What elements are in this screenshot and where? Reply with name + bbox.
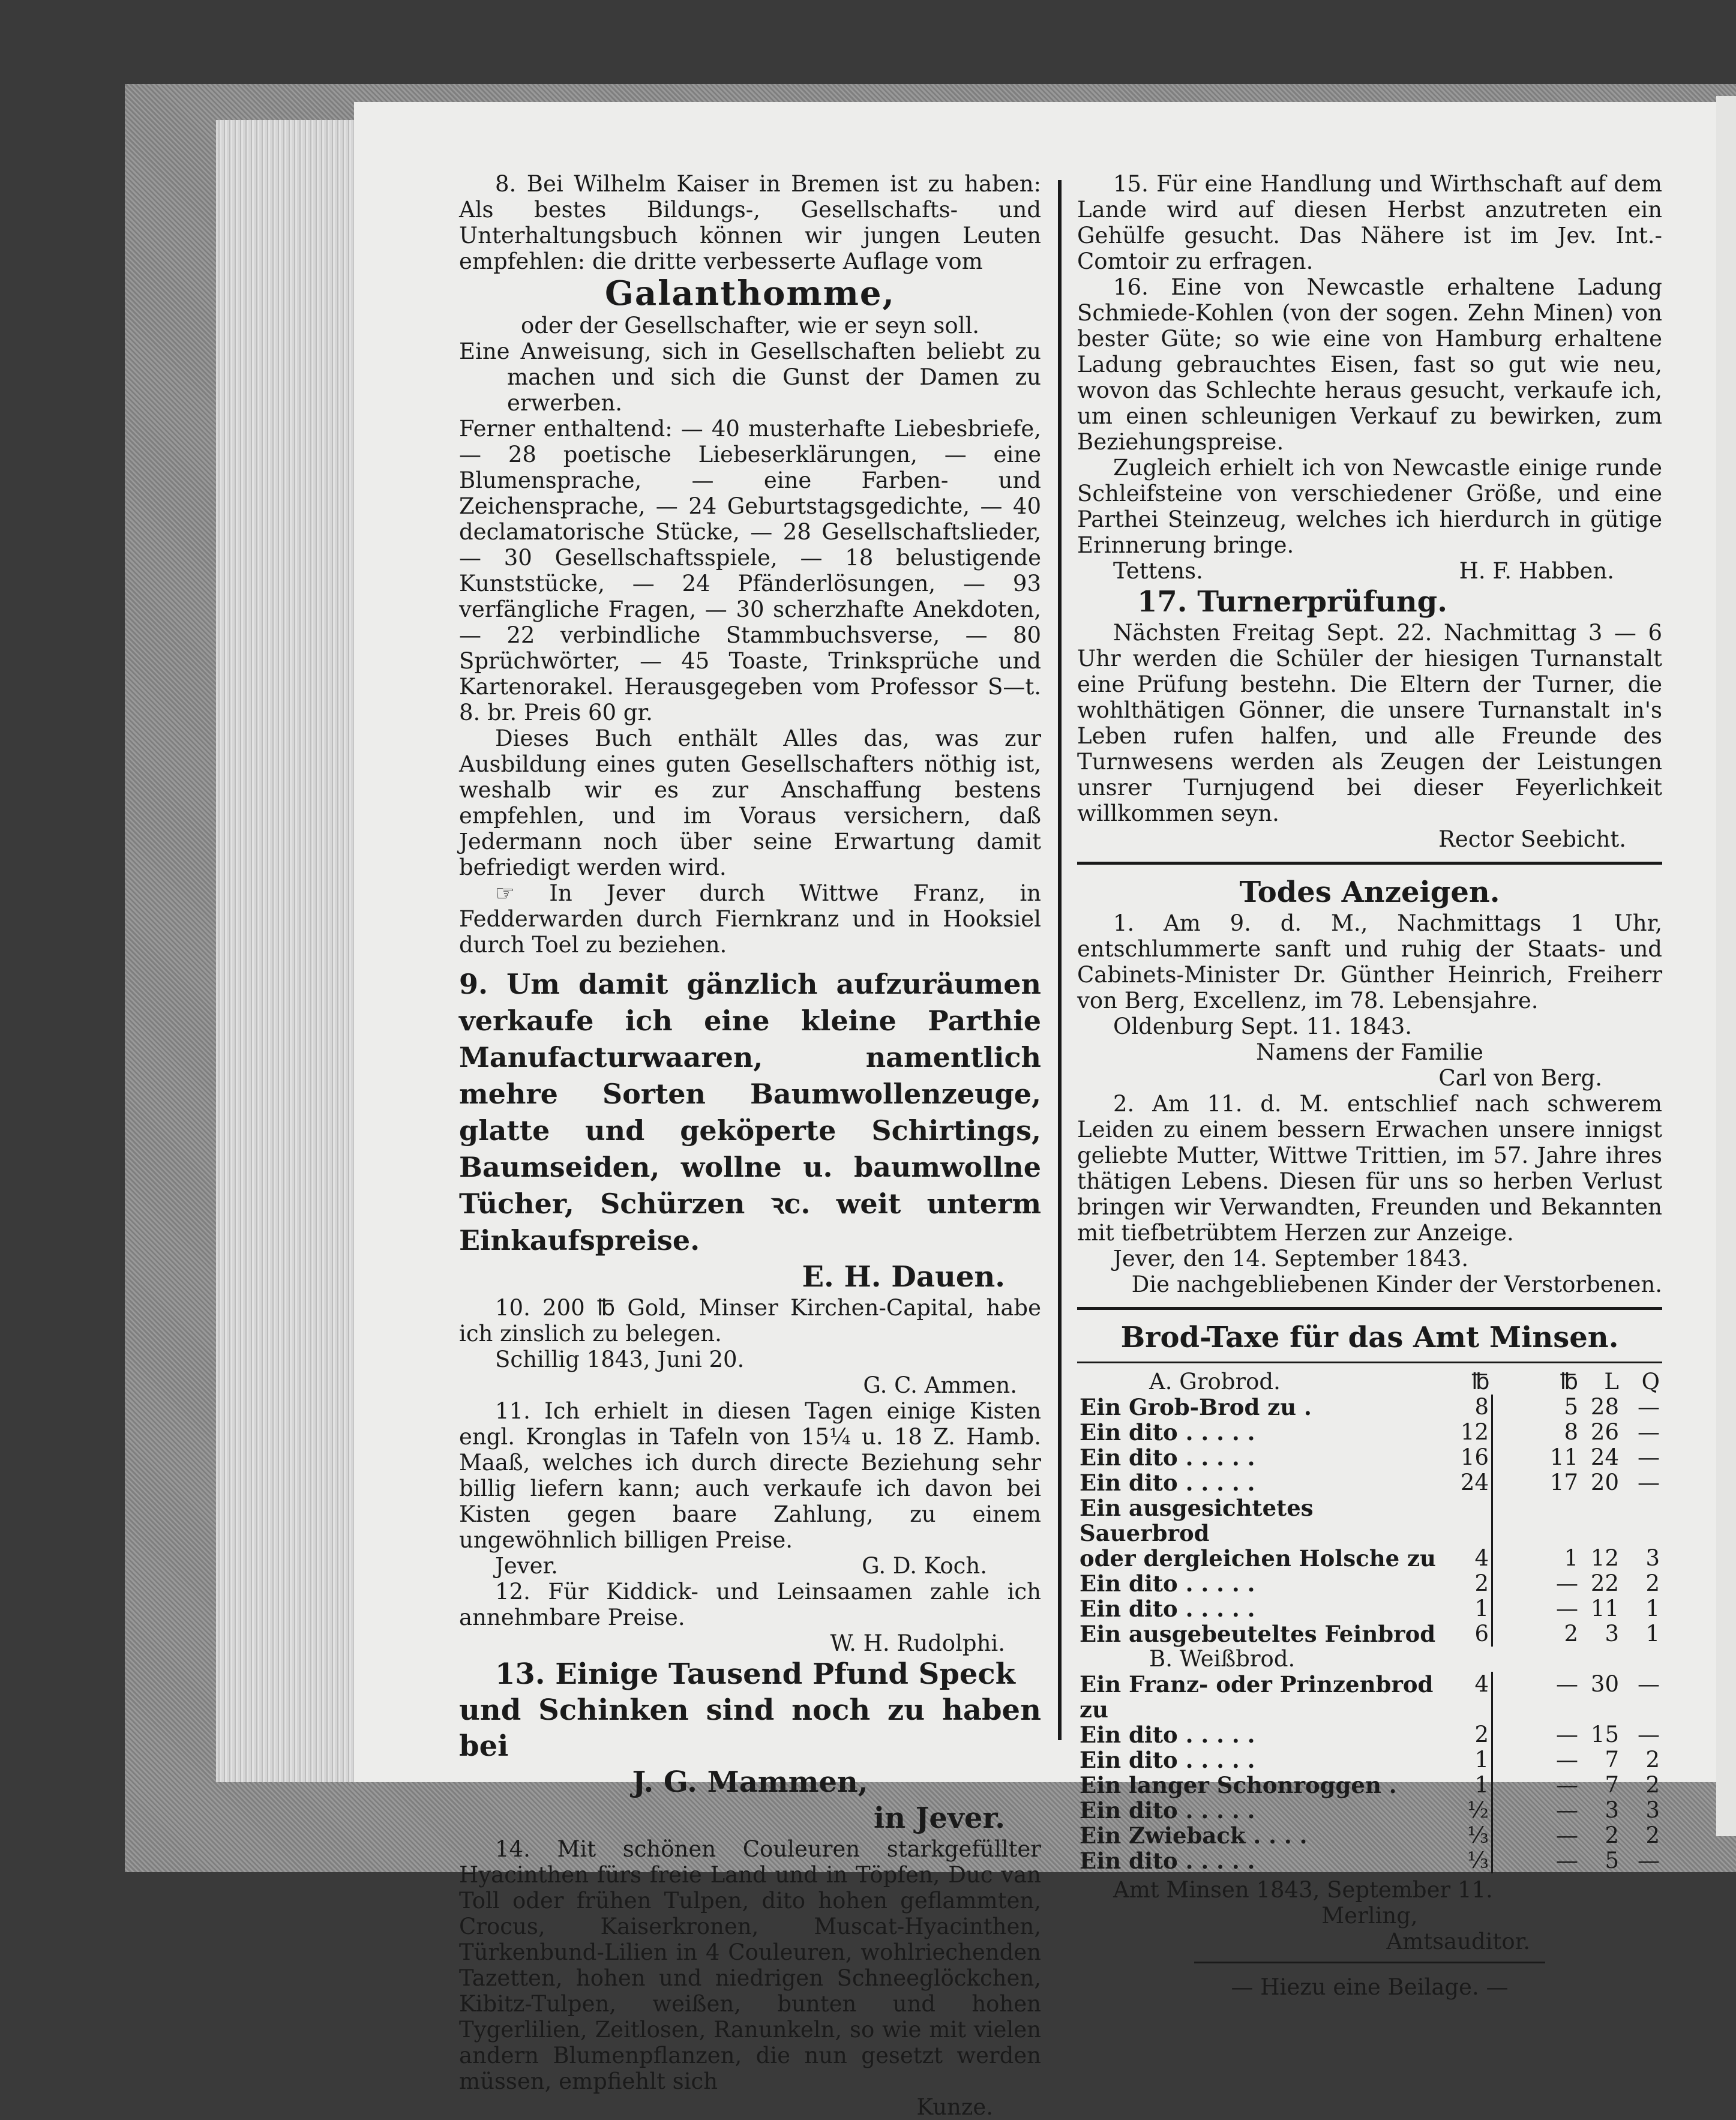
bread-label: Ein Franz- oder Prinzenbrod zu xyxy=(1080,1671,1434,1723)
bread-tax-end-rule xyxy=(1194,1962,1545,1963)
bread-label: Ein dito . . . . . xyxy=(1080,1797,1255,1824)
bread-price: 2 xyxy=(1474,1722,1489,1747)
bread-weight-loth: 3 xyxy=(1605,1797,1619,1823)
ad-12-text: 12. Für Kiddick- und Leinsaamen zahle ich annehmbare Preise. xyxy=(459,1579,1041,1630)
bread-tax-row xyxy=(1077,1546,1662,1571)
bread-weight-quentin: 2 xyxy=(1645,1747,1660,1773)
death-notice-1-signature-line-2: Carl von Berg. xyxy=(1438,1065,1602,1091)
bread-weight-col-1 xyxy=(1492,1621,1540,1647)
ad-16-addendum: Zugleich erhielt ich von Newcastle einige runde Schleifsteine von verschiedener Größe, und eine Parthei Steinzeug, welches ich hierdurch in gütige Erinnerung bringe. xyxy=(1077,455,1662,558)
bread-price: ½ xyxy=(1467,1797,1489,1823)
bread-weight-loth: 2 xyxy=(1605,1822,1619,1848)
bread-price: ⅓ xyxy=(1467,1848,1489,1873)
bread-label: Ein dito . . . . . xyxy=(1080,1419,1255,1446)
bread-weight-quentin: 2 xyxy=(1645,1570,1660,1596)
bread-weight-col-1 xyxy=(1492,1798,1540,1823)
bread-weight-loth: 20 xyxy=(1590,1470,1619,1495)
bread-label: Ein dito . . . . . xyxy=(1080,1596,1255,1622)
bread-weight-loth: 5 xyxy=(1605,1848,1619,1873)
bread-tax-row xyxy=(1077,1773,1662,1798)
bread-weight-quentin xyxy=(1621,1495,1662,1546)
bread-tax-row xyxy=(1077,1672,1662,1722)
bread-weight-quentin: 3 xyxy=(1645,1545,1660,1571)
bread-label: Ein langer Schonroggen . xyxy=(1080,1772,1397,1798)
ad-16-place: Tettens. xyxy=(1113,558,1203,584)
page-edges xyxy=(216,120,354,1782)
bread-tax-signature-1: Merling, xyxy=(1321,1903,1418,1929)
grobrod-heading: A. Grobrod. xyxy=(1149,1369,1281,1395)
bread-weight-loth xyxy=(1581,1495,1621,1546)
bread-price: 4 xyxy=(1474,1671,1489,1697)
bread-weight-pfund: — xyxy=(1556,1848,1578,1873)
column-divider xyxy=(1058,180,1062,1740)
bread-weight-pfund: — xyxy=(1556,1747,1578,1773)
bread-label: Ein dito . . . . . xyxy=(1080,1848,1255,1874)
bread-weight-pfund: — xyxy=(1556,1797,1578,1823)
bread-weight-loth: 7 xyxy=(1605,1747,1619,1773)
weissbrod-header-row xyxy=(1077,1647,1662,1672)
bread-label: Ein dito . . . . . xyxy=(1080,1570,1255,1597)
bread-weight-quentin: 2 xyxy=(1645,1822,1660,1848)
bread-tax-row xyxy=(1077,1420,1662,1445)
bread-weight-loth: 11 xyxy=(1590,1596,1619,1621)
bread-price: 2 xyxy=(1474,1570,1489,1596)
bread-weight-quentin: — xyxy=(1638,1470,1660,1495)
bread-weight-quentin: — xyxy=(1638,1419,1660,1445)
ad-11-place: Jever. xyxy=(495,1553,558,1579)
bread-weight-col-1 xyxy=(1492,1470,1540,1495)
ad-13-name: J. G. Mammen, xyxy=(632,1765,868,1799)
bread-label: Ein dito . . . . . xyxy=(1080,1444,1255,1471)
ad-15-text: 15. Für eine Handlung und Wirthschaft auf dem Lande wird auf diesen Herbst anzutreten ein Gehülfe gesucht. Das Nähere ist im Jev. Int.-Comtoir zu erfragen. xyxy=(1077,171,1662,274)
bread-price: ⅓ xyxy=(1467,1822,1489,1848)
bread-weight-col-1 xyxy=(1492,1848,1540,1873)
ad-16-text: 16. Eine von Newcastle erhaltene Ladung Schmiede-Kohlen (von der sogen. Zehn Minen) von bester Güte; so wie eine von Hamburg erhaltene Ladung gebrauchtes Eisen, fast so gut wie neu, wovon das Schlechte heraus gesucht, verkaufe ich, um einen schleunigen Verkauf zu bewirken, zum Beziehungspreise. xyxy=(1077,274,1662,455)
bread-weight-loth: 15 xyxy=(1590,1722,1619,1747)
ad-13-line-1: 13. Einige Tausend Pfund Speck xyxy=(495,1657,1015,1691)
bread-weight-col-1 xyxy=(1492,1773,1540,1798)
bread-weight-quentin: — xyxy=(1638,1444,1660,1470)
bread-weight-pfund: — xyxy=(1556,1596,1578,1621)
bread-weight-loth: 24 xyxy=(1590,1444,1619,1470)
bread-tax-title: Brod-Taxe für das Amt Minsen. xyxy=(1120,1321,1619,1354)
right-column xyxy=(1077,171,1662,2000)
bread-tax-table xyxy=(1077,1369,1662,1873)
bread-label: Ein dito . . . . . xyxy=(1080,1470,1255,1496)
bread-tax-row xyxy=(1077,1596,1662,1621)
ad-17-signature: Rector Seebicht. xyxy=(1438,826,1626,852)
bread-tax-row xyxy=(1077,1395,1662,1420)
bread-weight-col-1 xyxy=(1492,1395,1540,1420)
bread-tax-rule xyxy=(1077,1362,1662,1363)
ad-8-distribution: ☞ In Jever durch Wittwe Franz, in Fedderwarden durch Fiernkranz und in Hooksiel durch Toel zu beziehen. xyxy=(459,880,1041,958)
bread-weight-col-1 xyxy=(1492,1747,1540,1773)
bread-weight-pfund: 2 xyxy=(1564,1621,1578,1647)
bread-weight-quentin: — xyxy=(1638,1394,1660,1420)
bread-tax-row xyxy=(1077,1747,1662,1773)
bread-weight-quentin: 3 xyxy=(1645,1797,1660,1823)
death-notice-1-signature-line-1: Namens der Familie xyxy=(1256,1039,1483,1065)
bread-label: Ein ausgesichtetes Sauerbrod xyxy=(1080,1495,1314,1546)
bread-weight-pfund: 5 xyxy=(1564,1394,1578,1420)
bread-price: 16 xyxy=(1460,1444,1489,1470)
unit-header-3: L xyxy=(1604,1369,1619,1395)
bread-weight-pfund: 1 xyxy=(1564,1545,1578,1571)
left-column xyxy=(459,171,1041,2120)
ad-9-text: 9. Um damit gänzlich aufzuräumen verkaufe ich eine kleine Parthie Manufacturwaaren, namentlich mehre Sorten Baumwollenzeuge, glatte und geköperte Schirtings, Baumseiden, wollne u. baumwollne Tücher, Schürzen ꝛc. weit unterm Einkaufspreise. xyxy=(459,968,1041,1257)
ad-8-description: Eine Anweisung, sich in Gesellschaften beliebt zu machen und sich die Gunst der Damen zu erwerben. xyxy=(459,338,1041,416)
bread-weight-loth: 12 xyxy=(1590,1545,1619,1571)
bread-weight-pfund: 17 xyxy=(1549,1470,1578,1495)
bread-weight-loth: 7 xyxy=(1605,1772,1619,1798)
bread-weight-quentin: — xyxy=(1638,1671,1660,1697)
ad-8-intro: 8. Bei Wilhelm Kaiser in Bremen ist zu haben: Als bestes Bildungs-, Gesellschafts- und Unterhaltungsbuch können wir jungen Leuten empfehlen: die dritte verbesserte Auflage vom xyxy=(459,171,1041,274)
bread-tax-row xyxy=(1077,1848,1662,1873)
ad-11-signature: G. D. Koch. xyxy=(862,1553,987,1579)
bread-label: Ein Grob-Brod zu . xyxy=(1080,1394,1312,1420)
bread-price: 12 xyxy=(1460,1419,1489,1445)
ad-14-text: 14. Mit schönen Couleuren starkgefüllter Hyacinthen fürs freie Land und in Töpfen, Duc van Toll oder frühen Tulpen, dito hohen geflammten, Crocus, Kaiserkronen, Muscat-Hyacinthen, Türkenbund-Lilien in 4 Couleuren, wohlriechenden Tazetten, hohen und niedrigen Schneeglöckchen, Kibitz-Tulpen, weißen, bunten und hohen Tygerlilien, Zeitlosen, Ranunkeln, so wie mit vielen andern Blumenpflanzen, die nun gesetzt werden müssen, empfiehlt sich xyxy=(459,1836,1041,2094)
section-rule xyxy=(1077,862,1662,865)
ad-14-signature: Kunze. xyxy=(916,2094,993,2120)
ad-16-signature: H. F. Habben. xyxy=(1459,558,1614,584)
bread-weight-col-1 xyxy=(1492,1571,1540,1596)
deaths-heading: Todes Anzeigen. xyxy=(1239,875,1500,909)
bread-weight-col-1 xyxy=(1492,1823,1540,1848)
bread-tax-row xyxy=(1077,1722,1662,1747)
ad-10-place: Schillig 1843, Juni 20. xyxy=(495,1347,745,1372)
unit-header-2: ℔ xyxy=(1560,1369,1578,1395)
bread-weight-loth: 26 xyxy=(1590,1419,1619,1445)
bread-weight-loth: 22 xyxy=(1590,1570,1619,1596)
bread-weight-pfund xyxy=(1540,1495,1581,1546)
bread-weight-col-1 xyxy=(1492,1722,1540,1747)
ad-12-signature: W. H. Rudolphi. xyxy=(830,1630,1005,1656)
bread-price: 1 xyxy=(1474,1772,1489,1798)
ad-8-recommendation: Dieses Buch enthält Alles das, was zur Ausbildung eines guten Gesellschafters nöthig ist, weshalb wir es zur Anschaffung bestens empfehlen, und im Voraus versichern, daß Jedermann noch über seine Erwartung damit befriedigt werden wird. xyxy=(459,725,1041,880)
ad-8-contents: Ferner enthaltend: — 40 musterhafte Liebesbriefe, — 28 poetische Liebeserklärungen, — eine Blumensprache, — eine Farben- und Zeichensprache, — 24 Geburtstagsgedichte, — 40 declamatorische Stücke, — 28 Gesellschaftslieder, — 30 Gesellschaftsspiele, — 18 belustigende Kunststücke, — 24 Pfänderlösungen, — 93 verfängliche Fragen, — 30 scherzhafte Anekdoten, — 22 verbindliche Stammbuchsverse, — 80 Sprüchwörter, — 45 Toaste, Trinksprüche und Kartenorakel. Herausgegeben vom Professor S—t. 8. br. Preis 60 gr. xyxy=(459,416,1041,725)
bread-weight-pfund: — xyxy=(1556,1570,1578,1596)
bread-weight-quentin: 1 xyxy=(1645,1621,1660,1647)
bread-tax-row xyxy=(1077,1798,1662,1823)
ad-13-line-2: und Schinken sind noch zu haben bei xyxy=(459,1693,1041,1763)
ad-8-subtitle: oder der Gesellschafter, wie er seyn soll. xyxy=(520,313,980,338)
death-notice-1-place: Oldenburg Sept. 11. 1843. xyxy=(1113,1013,1413,1039)
death-notice-2-place: Jever, den 14. September 1843. xyxy=(1113,1246,1469,1272)
bread-weight-col-1 xyxy=(1492,1495,1540,1546)
bread-weight-loth: 28 xyxy=(1590,1394,1619,1420)
bread-tax-header-row xyxy=(1077,1369,1662,1395)
bread-tax-signature-2: Amtsauditor. xyxy=(1386,1929,1530,1954)
death-notice-2: 2. Am 11. d. M. entschlief nach schwerem Leiden zu einem bessern Erwachen unsere innigst geliebte Mutter, Wittwe Trittien, im 57. Jahre ihres thätigen Lebens. Diesen für uns so herben Verlust bringen wir Verwandten, Freunden und Bekannten mit tiefbetrübtem Herzen zur Anzeige. xyxy=(1077,1091,1662,1246)
weissbrod-heading: B. Weißbrod. xyxy=(1149,1646,1296,1672)
ad-17-text: Nächsten Freitag Sept. 22. Nachmittag 3 — 6 Uhr werden die Schüler der hiesigen Turnanstalt eine Prüfung bestehn. Die Eltern der Turner, die wohlthätigen Gönner, die unsere Turnanstalt in's Leben rufen halfen, und alle Freunde des Turnwesens werden als Zeugen der Leistungen unsrer Turnjugend bei dieser Feyerlichkeit willkommen seyn. xyxy=(1077,620,1662,826)
section-rule-2 xyxy=(1077,1307,1662,1310)
next-page-edge xyxy=(1716,96,1736,1836)
bread-weight-loth: 3 xyxy=(1605,1621,1619,1647)
bread-price: 4 xyxy=(1474,1545,1489,1571)
bread-weight-pfund: 11 xyxy=(1549,1444,1578,1470)
ad-13-place: in Jever. xyxy=(873,1801,1005,1835)
bread-price: 1 xyxy=(1474,1747,1489,1773)
bread-label: Ein Zwieback . . . . xyxy=(1080,1822,1308,1849)
ad-8-title: Galanthomme, xyxy=(605,274,895,313)
bread-weight-col-1 xyxy=(1492,1546,1540,1571)
bread-price: 8 xyxy=(1474,1394,1489,1420)
bread-weight-pfund: 8 xyxy=(1564,1419,1578,1445)
bread-tax-row xyxy=(1077,1470,1662,1495)
bread-weight-col-1 xyxy=(1492,1596,1540,1621)
bread-label: Ein dito . . . . . xyxy=(1080,1747,1255,1773)
bread-price xyxy=(1450,1495,1492,1546)
unit-header-4: Q xyxy=(1641,1369,1660,1395)
death-notice-1: 1. Am 9. d. M., Nachmittags 1 Uhr, entschlummerte sanft und ruhig der Staats- und Cabinets-Minister Dr. Günther Heinrich, Freiherr von Berg, Excellenz, im 78. Lebensjahre. xyxy=(1077,910,1662,1013)
death-notice-2-signature: Die nachgebliebenen Kinder der Verstorbenen. xyxy=(1131,1272,1662,1297)
unit-header-1: ℔ xyxy=(1471,1369,1490,1395)
bread-weight-pfund: — xyxy=(1556,1671,1578,1697)
bread-tax-row xyxy=(1077,1571,1662,1596)
bread-label: oder dergleichen Holsche zu xyxy=(1080,1545,1436,1572)
bread-price: 1 xyxy=(1474,1596,1489,1621)
bread-weight-pfund: — xyxy=(1556,1772,1578,1798)
bread-weight-quentin: 1 xyxy=(1645,1596,1660,1621)
supplement-note: — Hiezu eine Beilage. — xyxy=(1231,1974,1509,2000)
bread-tax-place: Amt Minsen 1843, September 11. xyxy=(1113,1877,1493,1903)
bread-weight-col-1 xyxy=(1492,1672,1540,1722)
bread-weight-col-1 xyxy=(1492,1420,1540,1445)
bread-weight-quentin: — xyxy=(1638,1722,1660,1747)
bread-weight-loth: 30 xyxy=(1590,1671,1619,1697)
bread-tax-row xyxy=(1077,1445,1662,1470)
bread-label: Ein ausgebeuteltes Feinbrod xyxy=(1080,1621,1436,1647)
ad-10-text: 10. 200 ℔ Gold, Minser Kirchen-Capital, habe ich zinslich zu belegen. xyxy=(459,1295,1041,1347)
bread-weight-pfund: — xyxy=(1556,1822,1578,1848)
bread-label: Ein dito . . . . . xyxy=(1080,1722,1255,1748)
bread-tax-row xyxy=(1077,1823,1662,1848)
bread-price: 24 xyxy=(1460,1470,1489,1495)
bread-weight-quentin: — xyxy=(1638,1848,1660,1873)
bread-weight-col-1 xyxy=(1492,1445,1540,1470)
ad-11-text: 11. Ich erhielt in diesen Tagen einige Kisten engl. Kronglas in Tafeln von 15¼ u. 18 Z. Hamb. Maaß, welches ich durch directe Beziehung sehr billig liefern kann; auch verkaufe ich davon bei Kisten gegen baare Zahlung, zu einem ungewöhnlich billigen Preise. xyxy=(459,1398,1041,1553)
bread-tax-row xyxy=(1077,1621,1662,1647)
bread-weight-pfund: — xyxy=(1556,1722,1578,1747)
ad-9-signature: E. H. Dauen. xyxy=(802,1260,1005,1294)
bread-tax-row xyxy=(1077,1495,1662,1546)
bread-price: 6 xyxy=(1474,1621,1489,1647)
ad-17-title: 17. Turnerprüfung. xyxy=(1137,585,1447,619)
bread-weight-quentin: 2 xyxy=(1645,1772,1660,1798)
ad-10-signature: G. C. Ammen. xyxy=(863,1372,1017,1398)
